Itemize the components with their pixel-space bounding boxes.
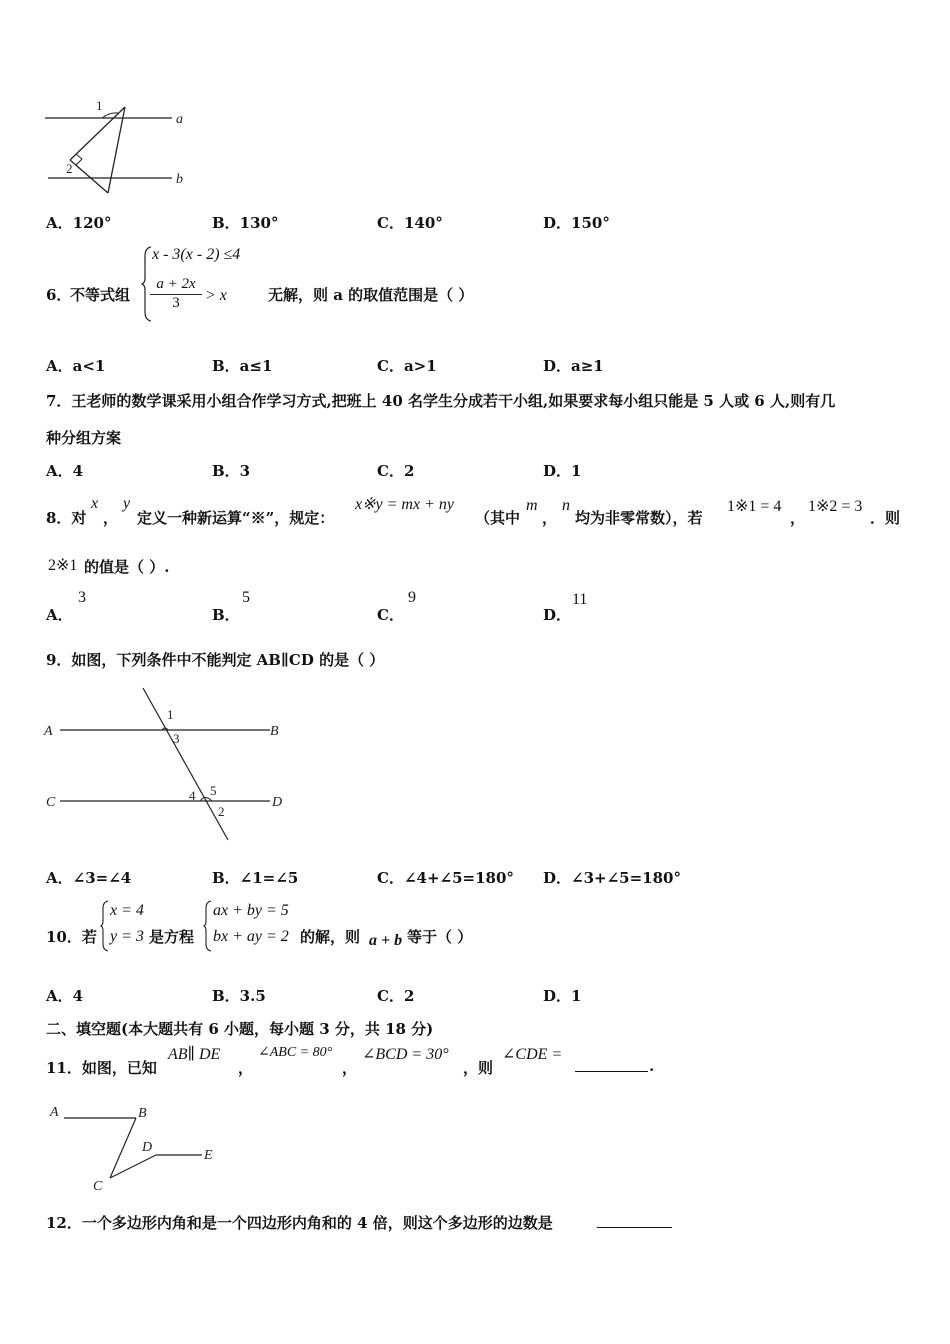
q8-formula: x※y = mx + ny [355, 496, 454, 513]
label-a: A [50, 1105, 59, 1120]
q12-answer-blank[interactable] [597, 1212, 672, 1228]
q8-var-x: x [91, 495, 99, 512]
q9-option-c: C．∠4+∠5=180° [377, 869, 514, 887]
q7-option-d: D．1 [543, 462, 582, 480]
q10-text: 的解，则 [300, 928, 361, 946]
q11-comma-2: ， [342, 1059, 358, 1077]
angle-1-label: 1 [167, 707, 174, 722]
q11-condition-bcd: ∠BCD = 30° [362, 1046, 449, 1063]
q11-figure [40, 1100, 230, 1195]
q8-text-1: 定义一种新运算“※”，规定： [137, 509, 335, 527]
q7-option-c: C．2 [377, 462, 415, 480]
q8-comma-1: ， [103, 509, 119, 527]
q8-option-c-value: 9 [408, 589, 416, 606]
angle-3-label: 3 [173, 731, 180, 746]
label-d: D [142, 1140, 153, 1155]
q7-option-a: A．4 [46, 462, 84, 480]
q10-number: 10．若 [46, 928, 97, 946]
q8-comma-3: ， [790, 509, 806, 527]
triangle-side-3 [70, 160, 108, 193]
q5-option-d: D．150° [543, 214, 610, 232]
triangle-side-2 [108, 107, 125, 193]
angle-2-label: 2 [218, 804, 225, 819]
q9-option-d: D．∠3+∠5=180° [543, 869, 681, 887]
segment-bc [110, 1118, 136, 1178]
angle-4-label: 4 [189, 788, 196, 803]
q6-number: 6． [46, 286, 72, 304]
q8-option-d-label: D． [543, 606, 572, 624]
q5-option-b: B．130° [212, 214, 279, 232]
q7-option-b: B．3 [212, 462, 251, 480]
q8-number: 8．对 [46, 509, 87, 527]
q10-system-1-eq-1: x = 4 [110, 902, 144, 919]
label-c: C [46, 795, 56, 810]
q11-comma-1: ， [238, 1059, 254, 1077]
angle-5-label: 5 [210, 783, 217, 798]
q11-number: 11．如图，已知 [46, 1059, 157, 1077]
q8-comma-2: ， [542, 509, 558, 527]
q11-answer-blank[interactable] [575, 1056, 648, 1072]
line-a-label: a [176, 112, 183, 127]
q8-text-2: （其中 [475, 509, 521, 527]
right-angle-mark [76, 154, 82, 165]
q10-tail: 等于（ ） [407, 928, 473, 946]
q6-prefix: 不等式组 [70, 286, 131, 304]
q8-option-a-label: A． [46, 606, 73, 624]
angle-2-label: 2 [66, 161, 73, 176]
q6-fraction-numerator: a + 2x [150, 276, 202, 295]
q9-parallel-lines-figure [40, 682, 300, 847]
q8-option-b-label: B． [212, 606, 240, 624]
q5-option-c: C．140° [377, 214, 443, 232]
q7-line-2: 种分组方案 [46, 429, 122, 447]
q8-condition-2: 1※2 = 3 [808, 498, 863, 515]
transversal [143, 688, 228, 840]
q8-option-a-value: 3 [78, 589, 86, 606]
section-2-heading: 二、填空题(本大题共有 6 小题，每小题 3 分，共 18 分) [46, 1020, 434, 1038]
q6-fraction-denominator: 3 [172, 295, 180, 311]
q9-stem: 9．如图，下列条件中不能判定 AB∥CD 的是（ ） [46, 651, 385, 669]
q11-target-angle: ∠CDE = [502, 1046, 563, 1063]
label-b: B [138, 1106, 147, 1121]
q10-mid-text: 是方程 [149, 928, 195, 946]
q8-line-2-expression: 2※1 [48, 557, 78, 574]
q7-line-1: 7．王老师的数学课采用小组合作学习方式,把班上 40 名学生分成若干小组,如果要求每小组只能是 5 人或 6 人,则有几 [46, 392, 836, 410]
q6-suffix: 无解，则 a 的取值范围是（ ） [268, 286, 474, 304]
q11-condition-parallel: AB∥ DE [168, 1046, 221, 1063]
q6-option-b: B．a≤1 [212, 357, 273, 375]
q9-option-b: B．∠1=∠5 [212, 869, 299, 887]
q11-condition-abc: ∠ABC = 80° [258, 1045, 333, 1060]
q10-brace-2 [203, 900, 213, 952]
q10-system-2-eq-2: bx + ay = 2 [213, 928, 289, 945]
q10-system-1-eq-2: y = 3 [110, 928, 144, 945]
line-b-label: b [176, 172, 183, 187]
label-e: E [204, 1148, 213, 1163]
q6-option-d: D．a≥1 [543, 357, 604, 375]
q12-text: 12．一个多边形内角和是一个四边形内角和的 4 倍，则这个多边形的边数是 [46, 1214, 553, 1232]
q10-expression: a + b [369, 932, 403, 949]
q6-inequality-1: x - 3(x - 2) ≤4 [152, 246, 241, 263]
q11-tail: . [649, 1057, 655, 1075]
angle-1-label: 1 [96, 98, 103, 113]
q8-text-4: ．则 [870, 509, 901, 527]
q10-option-d: D．1 [543, 987, 582, 1005]
q8-var-m: m [526, 497, 538, 514]
q8-text-3: 均为非零常数），若 [575, 509, 703, 527]
q10-option-a: A．4 [46, 987, 84, 1005]
q8-option-d-value: 11 [572, 591, 588, 608]
parallel-lines-triangle-figure [40, 95, 200, 200]
q6-fraction [150, 276, 202, 312]
q10-option-b: B．3.5 [212, 987, 266, 1005]
label-c: C [93, 1179, 103, 1194]
q11-text: ，则 [463, 1059, 494, 1077]
q8-option-b-value: 5 [242, 589, 250, 606]
q8-line-2-text: 的值是（ ）. [84, 558, 170, 576]
q10-brace-1 [100, 900, 110, 952]
label-b: B [270, 724, 279, 739]
q10-option-c: C．2 [377, 987, 415, 1005]
q9-option-a: A．∠3=∠4 [46, 869, 132, 887]
label-a: A [44, 724, 53, 739]
q6-inequality-2-rhs: > x [205, 287, 227, 304]
q8-option-c-label: C． [377, 606, 404, 624]
label-d: D [272, 795, 283, 810]
q5-option-a: A．120° [46, 214, 112, 232]
segment-cd [110, 1155, 156, 1178]
q8-var-n: n [562, 497, 570, 514]
q8-var-y: y [123, 495, 131, 512]
q10-system-2-eq-1: ax + by = 5 [213, 902, 289, 919]
q6-option-c: C．a>1 [377, 357, 437, 375]
q8-condition-1: 1※1 = 4 [727, 498, 782, 515]
q6-option-a: A．a<1 [46, 357, 106, 375]
